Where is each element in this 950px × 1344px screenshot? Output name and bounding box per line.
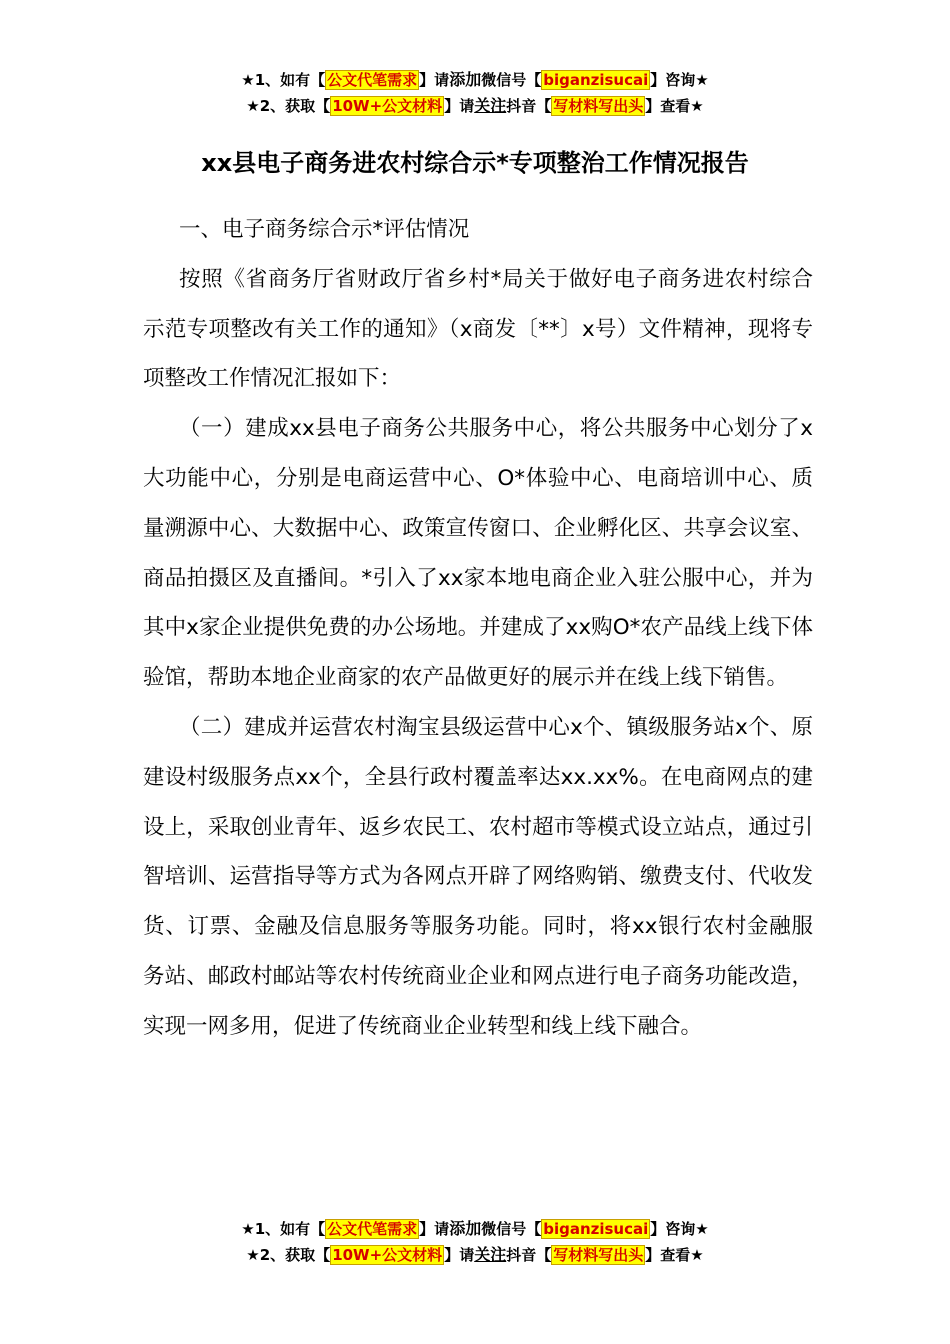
promo-text: ★2、获取【: [246, 97, 331, 115]
promo-douyin-id: 写材料写出头: [553, 97, 644, 115]
promo-text: 微信号【: [481, 71, 542, 89]
paragraph: （二）建成并运营农村淘宝县级运营中心x个、镇级服务站x个、原建设村级服务点xx个，全县行政村覆盖率达xx.xx%。在电商网点的建设上，采取创业青年、返乡农民工、农村超市等模式设立站点，通过引智培训、运营指导等方式为各网点开辟了网络购销、缴费支付、代收发货、订票、金融及信息服务等服务功能。同时，将xx银行农村金融服务站、邮政村邮站等农村传统商业企业和网点进行电子商务功能改造，实现一网多用，促进了传统商业企业转型和线上线下融合。: [143, 714, 813, 1039]
promo-text: 微信号【: [481, 1220, 542, 1238]
promo-footer: [0, 1216, 950, 1268]
promo-text: 】咨询★: [650, 71, 709, 89]
promo-text: 抖音【: [506, 1246, 552, 1264]
promo-line-1: [0, 1216, 950, 1242]
promo-highlight: 公文代笔需求: [327, 71, 418, 89]
document-title: xx县电子商务进农村综合示*专项整治工作情况报告: [201, 149, 749, 177]
paragraph: 按照《省商务厅省财政厅省乡村*局关于做好电子商务进农村综合示范专项整改有关工作的通知》（x商发〔**〕x号）文件精神，现将专项整改工作情况汇报如下：: [143, 266, 813, 392]
promo-highlight: 10W+公文材料: [332, 1246, 443, 1264]
promo-highlight: 10W+公文材料: [332, 97, 443, 115]
promo-douyin-id: 写材料写出头: [553, 1246, 644, 1264]
promo-text: 】请: [444, 97, 475, 115]
promo-highlight: 公文代笔需求: [327, 1220, 418, 1238]
promo-line-2: [0, 93, 950, 119]
section-heading: 一、电子商务综合示*评估情况: [179, 217, 470, 242]
promo-text: 】请: [444, 1246, 475, 1264]
promo-text: ★2、获取【: [246, 1246, 331, 1264]
promo-emphasis: 关注: [474, 96, 507, 115]
promo-text: 】查看★: [645, 97, 704, 115]
promo-text: 抖音【: [506, 97, 552, 115]
promo-text: 】请: [419, 71, 450, 89]
promo-header: [0, 67, 950, 119]
promo-wechat-id: biganzisucai: [543, 1220, 649, 1238]
promo-line-1: [0, 67, 950, 93]
document-body: [143, 205, 813, 1052]
promo-emphasis: 关注: [474, 1245, 507, 1264]
promo-text: 】查看★: [645, 1246, 704, 1264]
promo-text: ★1、如有【: [241, 1220, 326, 1238]
promo-emphasis: 添加: [449, 70, 482, 89]
promo-wechat-id: biganzisucai: [543, 71, 649, 89]
promo-text: 】咨询★: [650, 1220, 709, 1238]
promo-line-2: [0, 1242, 950, 1268]
promo-text: ★1、如有【: [241, 71, 326, 89]
promo-text: 】请: [419, 1220, 450, 1238]
paragraph: （一）建成xx县电子商务公共服务中心，将公共服务中心划分了x大功能中心，分别是电商运营中心、O*体验中心、电商培训中心、质量溯源中心、大数据中心、政策宣传窗口、企业孵化区、共享会议室、商品拍摄区及直播间。*引入了xx家本地电商企业入驻公服中心，并为其中x家企业提供免费的办公场地。并建成了xx购O*农产品线上线下体验馆，帮助本地企业商家的农产品做更好的展示并在线上线下销售。: [143, 416, 813, 691]
promo-emphasis: 添加: [449, 1219, 482, 1238]
